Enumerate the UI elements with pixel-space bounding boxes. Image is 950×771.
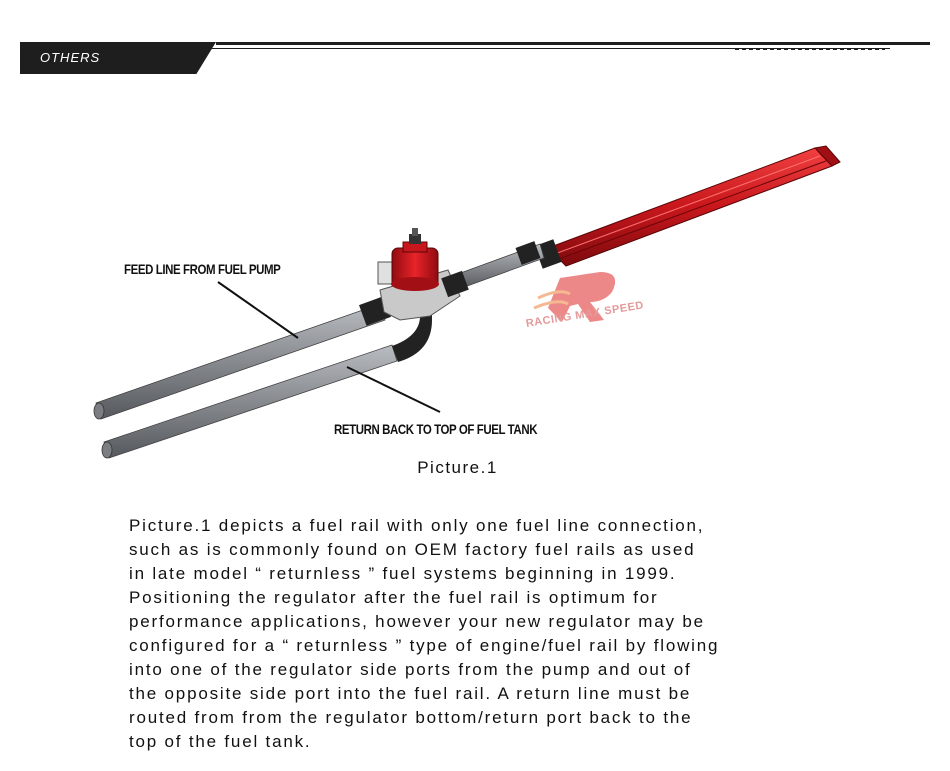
paragraph-line: into one of the regulator side ports from the pump and out of bbox=[129, 660, 692, 679]
rail-feed-line bbox=[455, 241, 544, 289]
description-paragraph bbox=[129, 514, 869, 754]
fuel-pressure-regulator bbox=[378, 228, 469, 320]
paragraph-line: the opposite side port into the fuel rail. A return line must be bbox=[129, 684, 692, 703]
watermark-text: RACING MAX SPEED bbox=[525, 299, 645, 330]
paragraph-line: in late model “ returnless ” fuel systems beginning in 1999. bbox=[129, 564, 677, 583]
feed-line-label: FEED LINE FROM FUEL PUMP bbox=[124, 261, 281, 277]
header-rule-dashed-bottom bbox=[735, 48, 885, 50]
diagram-illustration bbox=[0, 130, 950, 470]
paragraph-line: top of the fuel tank. bbox=[129, 732, 312, 751]
paragraph-line: performance applications, however your new regulator may be bbox=[129, 612, 705, 631]
paragraph-line: routed from from the regulator bottom/return port back to the bbox=[129, 708, 693, 727]
paragraph-line: Positioning the regulator after the fuel rail is optimum for bbox=[129, 588, 659, 607]
picture-caption: Picture.1 bbox=[417, 458, 498, 477]
paragraph-line: such as is commonly found on OEM factory fuel rails as used bbox=[129, 540, 696, 559]
feed-callout-line bbox=[218, 282, 298, 338]
fuel-rail bbox=[534, 146, 840, 269]
fuel-system-diagram bbox=[0, 130, 950, 470]
return-callout-line bbox=[347, 367, 440, 412]
section-label: OTHERS bbox=[40, 50, 101, 65]
header-rule-dashed-top bbox=[790, 42, 930, 44]
paragraph-line: Picture.1 depicts a fuel rail with only one fuel line connection, bbox=[129, 516, 705, 535]
return-line-label: RETURN BACK TO TOP OF FUEL TANK bbox=[334, 421, 538, 437]
section-header bbox=[0, 0, 950, 90]
paragraph-line: configured for a “ returnless ” type of engine/fuel rail by flowing bbox=[129, 636, 720, 655]
